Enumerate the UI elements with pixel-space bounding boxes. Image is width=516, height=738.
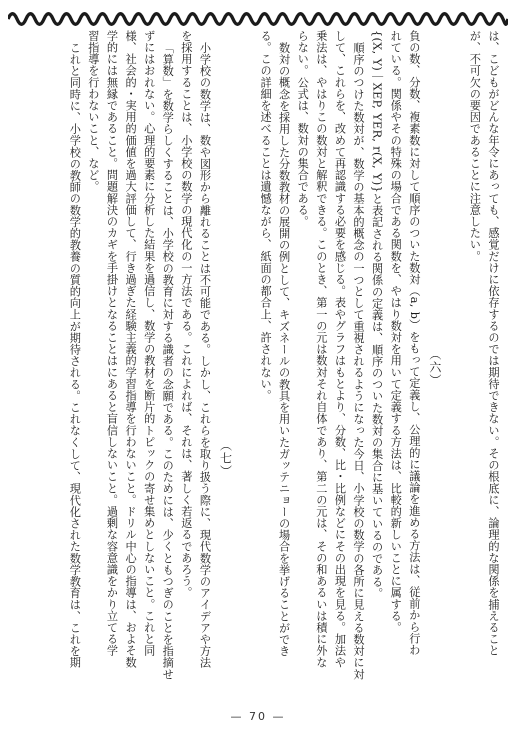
text-line: 「算数」を数学らしくすることは、小学校の教育に対する識者の念願である。このためには、少くともつぎのことを指摘せ bbox=[161, 42, 175, 680]
text-line: これと同時に、小学校の教師の数学的教養の質的向上が期待される。これなくして、現代化された数学教育は、これを期 bbox=[68, 42, 82, 669]
text-line: 学的には無縁であること。問題解決のカギを手掛けとなることはにあると盲信しないこと。過剰な容意識をかり立てる学 bbox=[105, 30, 119, 657]
text-line: が、不可欠の要因であることに注意したい。 bbox=[468, 30, 482, 262]
text-line: る。この詳細を述べることは遺憾ながら、紙面の都合上、許されない。 bbox=[259, 30, 273, 402]
wavy-rule-decoration bbox=[8, 8, 508, 30]
text-line: 順序のつけた数対が、数学の基本的概念の一つとして重視されるようになった今日、小学校の数学の各所に見える数対に対 bbox=[352, 42, 366, 680]
text-line: 習指導を行わないこと、など。 bbox=[86, 30, 100, 193]
text-line: らない。公式は、数対の集合である。 bbox=[296, 30, 310, 228]
section-gap bbox=[447, 30, 465, 702]
text-line: 小学校の数学は、数や図形から離れることは不可能である。しかし、これらを取り扱う際に、現代数学のアイデアや方法 bbox=[198, 42, 212, 669]
vertical-text-columns bbox=[32, 30, 502, 702]
section-heading-seven bbox=[213, 30, 237, 692]
page-number: — 70 — bbox=[230, 710, 286, 723]
text-line: れている。関係やその特殊の場合である関数を、やはり数対を用いて定義する方法は、比較的新しいことに属する。 bbox=[389, 30, 403, 634]
text-line: {(X, Y)｜XEP, YER, r(X, Y)}と表記される関係の定義は、順序のついた数対の集合に基いているのである。 bbox=[370, 30, 384, 600]
heading-label: （七） bbox=[218, 439, 233, 478]
text-line: ずにはおれない。心理的要素に分析した結果を過信し、数学の教材を断片的トピックの寄せ集めとしないこと。これと同 bbox=[142, 30, 156, 657]
text-line: 様、社会的・実用的価値を過大評価して、行き過ぎた経験主義的学習指導を行わないこと。ドリル中心の指導は、およそ数 bbox=[124, 30, 138, 668]
text-line: して、これらを、改めて再認識する必要を感じる。表やグラフはもとより、分数、比・比例などにその出現を見る。加法や bbox=[333, 30, 347, 668]
heading-label: （六） bbox=[427, 347, 442, 387]
text-line: 乗法は、やはりこの数対と解釈できる。このとき、第一の元は数対それ自体であり、第二の元は、その和あるいは積に外な bbox=[314, 30, 328, 668]
text-line: は、こどもがどんな年令にあっても、感覚だけに依存するのでは期待できない。その根底に、論理的な関係を捕えること bbox=[487, 30, 500, 657]
section-gap bbox=[237, 30, 255, 702]
section-heading-six bbox=[423, 30, 447, 692]
text-line: 数対の概念を採用した分数教材の展開の例として、キズネールの教具を用いたガッテニョーの場合を挙げることができ bbox=[277, 42, 291, 657]
text-line: を採用することは、小学校の数学の現代化の一方法である。これによれば、それは、著しく若返るであろう。 bbox=[179, 30, 193, 599]
text-line: 負の数、分数、複素数に対して順序のついた数対（a, b）をもって定義し、公理的に議論を進める方法は、従前から行わ bbox=[407, 30, 421, 656]
